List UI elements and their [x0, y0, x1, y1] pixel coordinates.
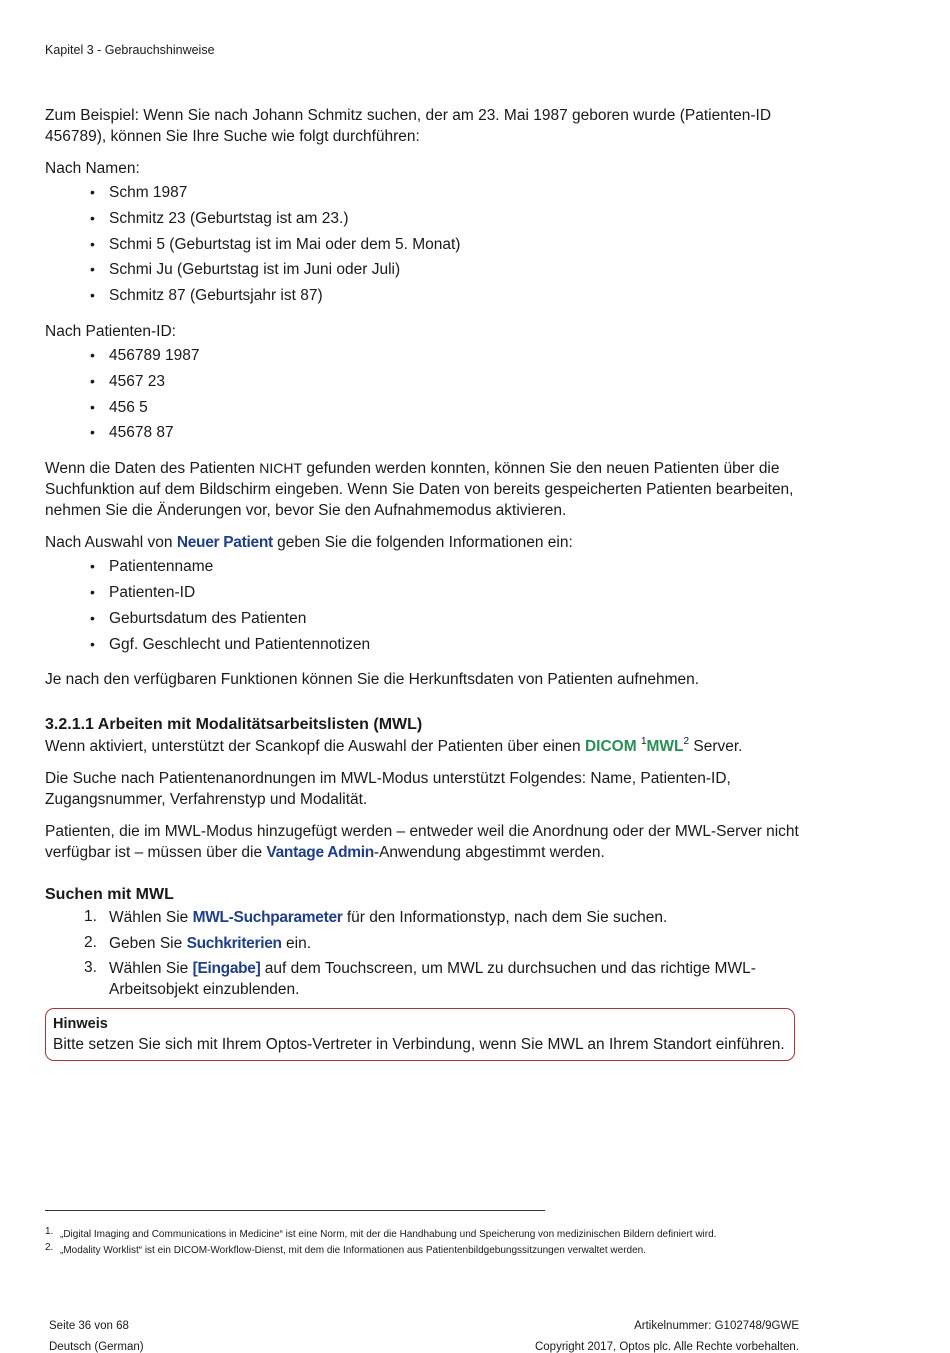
- text-span: ein.: [281, 934, 312, 952]
- list-item: • Schm 1987: [45, 182, 815, 208]
- text-span: Server.: [689, 738, 743, 756]
- step-number: 3.: [84, 959, 97, 977]
- list-item: • 45678 87: [45, 422, 815, 448]
- nicht-emphasis: NICHT: [259, 460, 303, 477]
- list-item: • Schmi 5 (Geburtstag ist im Mai oder dem 5. Monat): [45, 234, 815, 260]
- list-item: • Geburtsdatum des Patienten: [45, 608, 815, 634]
- list-item: • Ggf. Geschlecht und Patientennotizen: [45, 634, 815, 660]
- list-item: • 456 5: [45, 397, 815, 423]
- new-patient-list: [45, 556, 815, 659]
- footnote-ref: 2: [683, 736, 690, 748]
- search-steps-list: [45, 907, 815, 1000]
- by-id-list: [45, 345, 815, 448]
- chapter-header: Kapitel 3 - Gebrauchshinweise: [45, 43, 215, 57]
- page-content: [45, 105, 815, 1061]
- list-item: • 456789 1987: [45, 345, 815, 371]
- footnote-text: „Modality Worklist“ ist ein DICOM-Workflow-Dienst, mit dem die Informationen aus Patientenbildgebungssitzungen verwaltet werden.: [60, 1245, 646, 1256]
- mwl-paragraph-3: [45, 821, 815, 863]
- step-number: 2.: [84, 933, 97, 951]
- text-span: Wenn aktiviert, unterstützt der Scankopf die Auswahl der Patienten über einen: [45, 738, 585, 756]
- mwl-paragraph-2: Die Suche nach Patientenanordnungen im MWL-Modus unterstützt Folgendes: Name, Patienten-ID, Zugangsnummer, Verfahrenstyp und Modalität.: [45, 770, 731, 809]
- list-item: • Schmitz 87 (Geburtsjahr ist 87): [45, 285, 815, 311]
- list-item: • Schmi Ju (Geburtstag ist im Juni oder Juli): [45, 259, 815, 285]
- mwl-paragraph-1: [45, 736, 815, 757]
- new-patient-paragraph: [45, 532, 815, 553]
- text-span: Geben Sie: [109, 934, 187, 952]
- footnote-number: 2.: [45, 1242, 54, 1253]
- text-span: geben Sie die folgenden Informationen ein:: [272, 534, 573, 552]
- footnote-divider: [45, 1210, 545, 1211]
- footnote-number: 1.: [45, 1226, 54, 1237]
- step-item: [45, 958, 815, 1000]
- note-box: [45, 1008, 795, 1061]
- footnote-ref: 1: [640, 736, 647, 748]
- vantage-admin-ui-term: Vantage Admin: [266, 844, 374, 862]
- new-patient-ui-term: Neuer Patient: [176, 534, 273, 552]
- by-id-label: Nach Patienten-ID:: [45, 322, 176, 340]
- mwl-term: MWL: [646, 738, 684, 756]
- ui-term: [Eingabe]: [192, 960, 261, 978]
- text-span: auf dem Touchscreen, um MWL zu durchsuchen und das richtige MWL-Arbeitsobjekt einzublenden.: [109, 960, 756, 999]
- list-item: • Patienten-ID: [45, 582, 815, 608]
- text-span: Wenn die Daten des Patienten: [45, 460, 260, 478]
- footnote-text: „Digital Imaging and Communications in Medicine“ ist eine Norm, mit der die Handhabung und Speicherung von medizinischen Bildern definiert wird.: [60, 1229, 717, 1240]
- text-span: -Anwendung abgestimmt werden.: [373, 844, 605, 862]
- text-span: gefunden werden konnten, können Sie den neuen Patienten über die Suchfunktion auf dem Bildschirm eingeben. Wenn Sie Daten von bereits gespeicherten Patienten bearbeiten, nehmen Sie die Änderungen vor, bevor Sie den Aufnahmemodus aktivieren.: [45, 460, 794, 520]
- origin-paragraph: Je nach den verfügbaren Funktionen können Sie die Herkunftsdaten von Patienten aufnehmen.: [45, 671, 700, 689]
- ui-term: MWL-Suchparameter: [192, 909, 343, 927]
- article-number: Artikelnummer: G102748/9GWE: [634, 1320, 799, 1332]
- text-span: Wählen Sie: [109, 960, 193, 978]
- list-item: • Patientenname: [45, 556, 815, 582]
- list-item: • 4567 23: [45, 371, 815, 397]
- text-span: Wählen Sie: [109, 909, 193, 927]
- page-number: Seite 36 von 68: [49, 1320, 129, 1332]
- text-span: Patienten, die im MWL-Modus hinzugefügt werden – entweder weil die Anordnung oder der MWL-Server nicht verfügbar ist – müssen über die: [45, 823, 799, 862]
- by-name-list: [45, 182, 815, 311]
- step-item: [45, 907, 815, 928]
- note-text: Bitte setzen Sie sich mit Ihrem Optos-Vertreter in Verbindung, wenn Sie MWL an Ihrem Standort einführen.: [53, 1036, 785, 1054]
- note-title: Hinweis: [53, 1016, 108, 1033]
- ui-term: Suchkriterien: [186, 934, 282, 952]
- text-span: für den Informationstyp, nach dem Sie suchen.: [342, 909, 668, 927]
- list-item: • Schmitz 23 (Geburtstag ist am 23.): [45, 208, 815, 234]
- by-name-label: Nach Namen:: [45, 160, 140, 177]
- not-found-paragraph: [45, 458, 815, 521]
- step-item: [45, 933, 815, 954]
- language-label: Deutsch (German): [49, 1341, 144, 1353]
- search-mwl-heading: Suchen mit MWL: [45, 886, 174, 904]
- example-paragraph: Zum Beispiel: Wenn Sie nach Johann Schmitz suchen, der am 23. Mai 1987 geboren wurde (Patienten-ID 456789), können Sie Ihre Suche wie folgt durchführen:: [45, 107, 772, 145]
- mwl-section-heading: 3.2.1.1 Arbeiten mit Modalitätsarbeitslisten (MWL): [45, 716, 423, 734]
- text-span: Nach Auswahl von: [45, 534, 177, 552]
- copyright-notice: Copyright 2017, Optos plc. Alle Rechte vorbehalten.: [534, 1341, 799, 1353]
- dicom-term: DICOM: [584, 738, 637, 756]
- step-number: 1.: [84, 908, 97, 926]
